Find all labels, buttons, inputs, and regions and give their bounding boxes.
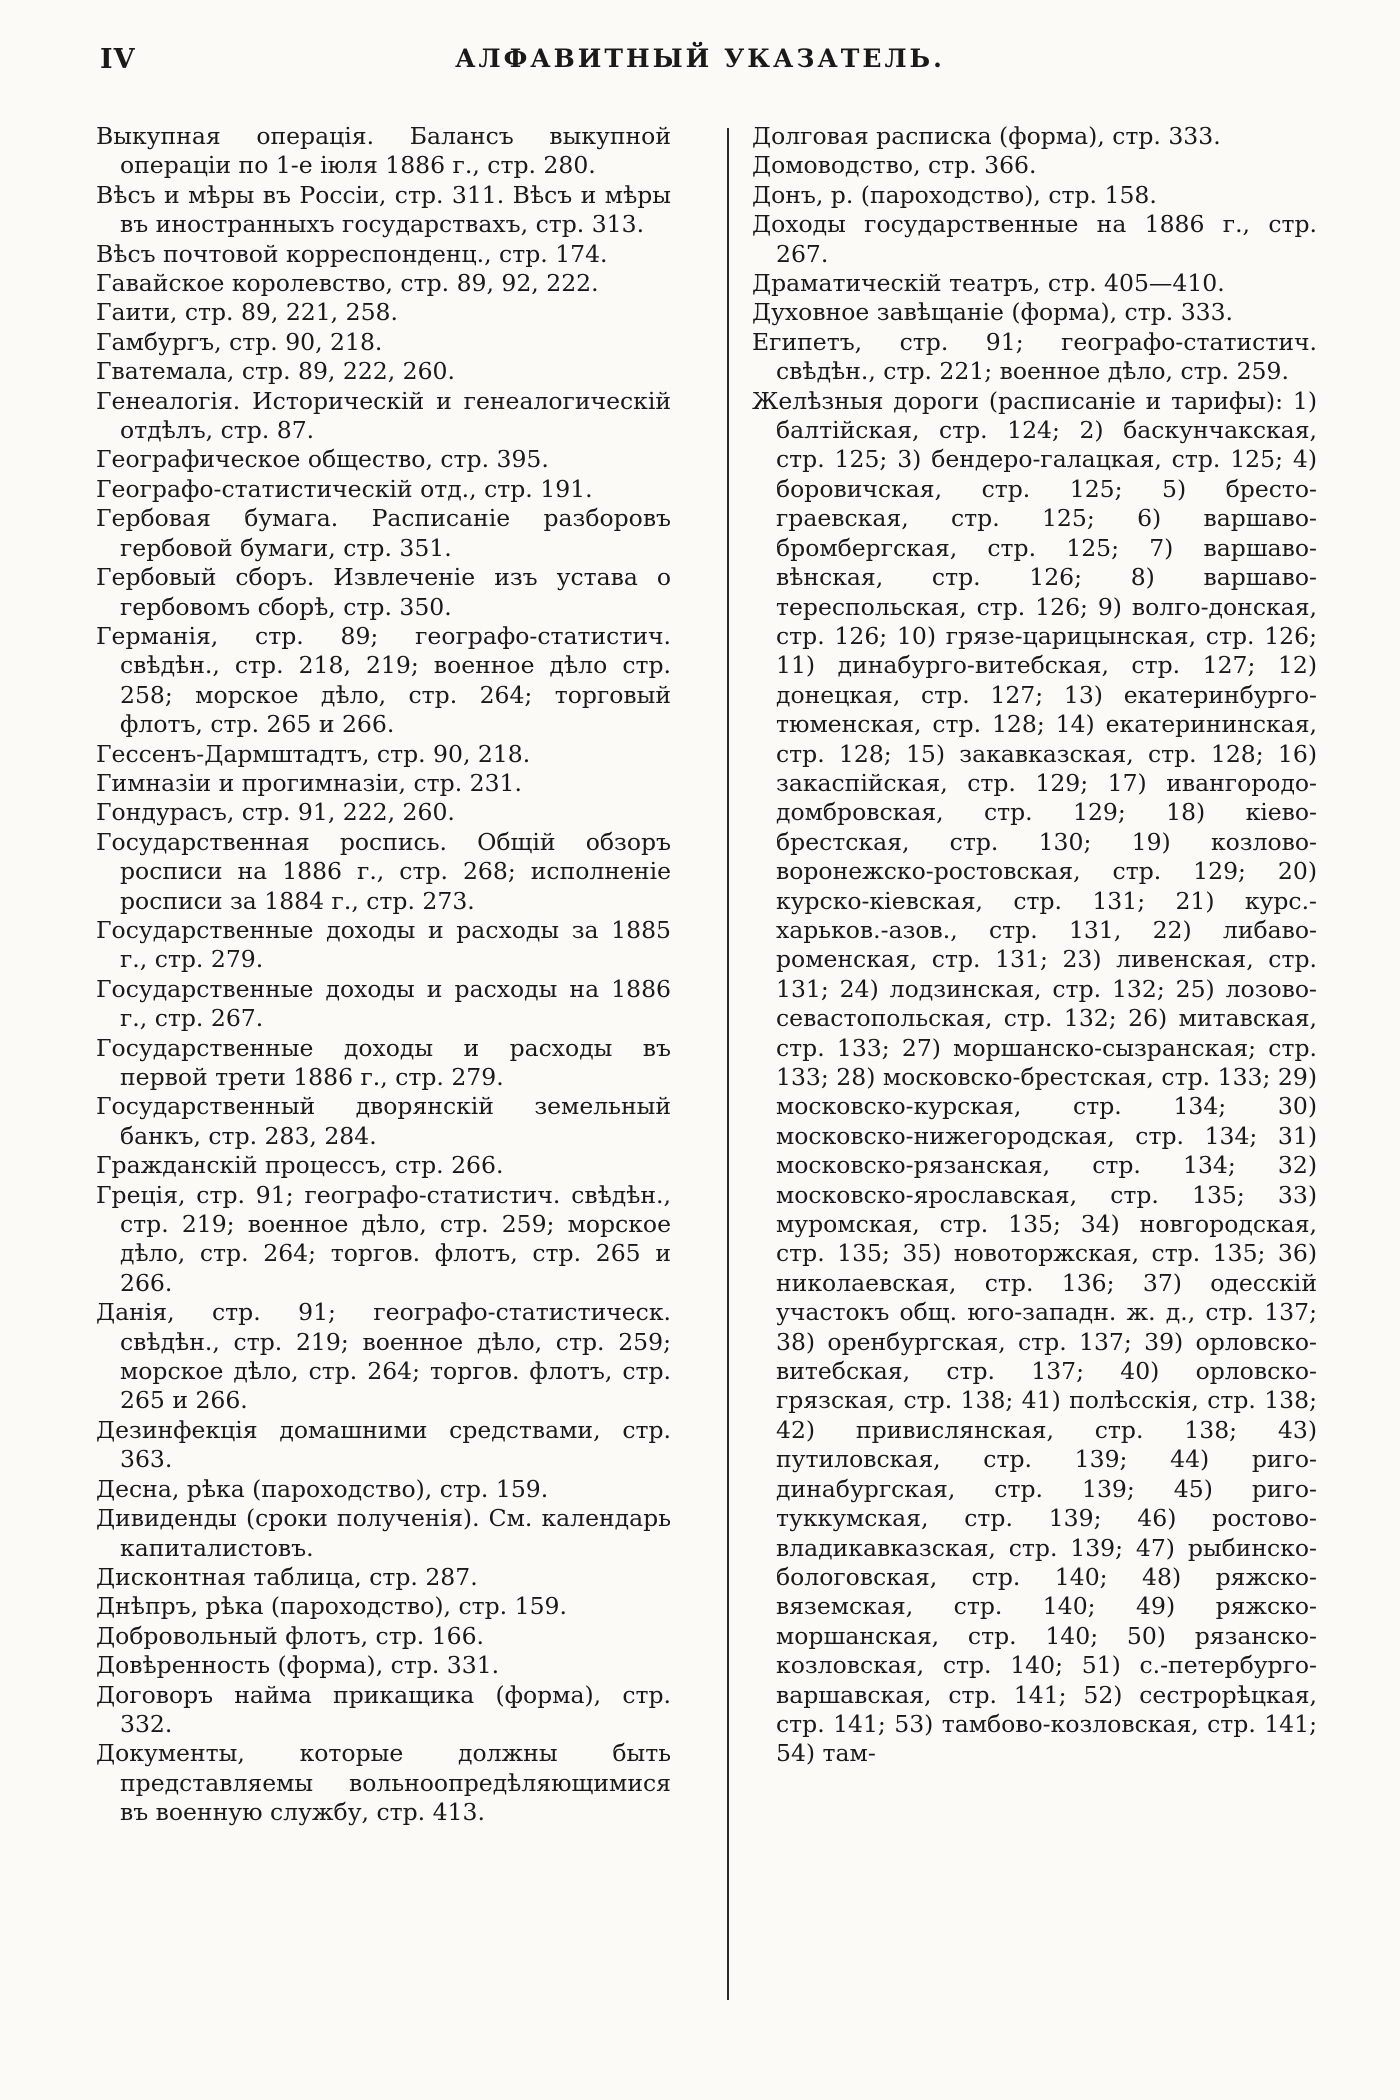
index-entry: Гимназіи и прогимназіи, стр. 231. [96, 768, 522, 797]
index-entry: Германія, стр. 89; географо-статистич. свѣдѣн., стр. 218, 219; военное дѣло стр. 258; морское дѣло, стр. 264; торговый флотъ, стр. 265 и 266. [96, 621, 671, 739]
index-entry: Доходы государственные на 1886 г., стр. 267. [752, 210, 1317, 268]
index-entry: Гватемала, стр. 89, 222, 260. [96, 357, 455, 386]
index-entry: Донъ, р. (пароходство), стр. 158. [752, 180, 1157, 209]
index-entry: Географическое общество, стр. 395. [96, 445, 549, 474]
index-entry: Гондурасъ, стр. 91, 222, 260. [96, 798, 455, 827]
index-entry: Вѣсъ и мѣры въ Россіи, стр. 311. Вѣсъ и мѣры въ иностранныхъ государствахъ, стр. 313. [96, 180, 671, 239]
index-entry: Дивиденды (сроки полученія). См. календарь капиталистовъ. [96, 1504, 671, 1562]
page-header [0, 44, 1400, 84]
index-entry: Выкупная операція. Балансъ выкупной операціи по 1-е іюля 1886 г., стр. 280. [96, 122, 671, 180]
index-entry: Государственный дворянскій земельный банкъ, стр. 283, 284. [96, 1092, 671, 1150]
index-entry: Данія, стр. 91; географо-статистическ. свѣдѣн., стр. 219; военное дѣло, стр. 259; морское дѣло, стр. 264; торгов. флотъ, стр. 265 и 266. [96, 1298, 671, 1415]
index-entry: Гавайское королевство, стр. 89, 92, 222. [96, 269, 599, 298]
index-entry: Довѣренность (форма), стр. 331. [96, 1651, 500, 1680]
column-divider [727, 128, 729, 2000]
index-entry: Государственные доходы и расходы въ первой трети 1886 г., стр. 279. [96, 1033, 671, 1091]
index-entry: Географо-статистическій отд., стр. 191. [96, 474, 593, 503]
index-entry: Генеалогія. Историческій и генеалогическій отдѣлъ, стр. 87. [96, 386, 671, 445]
index-entry: Духовное завѣщаніе (форма), стр. 333. [752, 298, 1234, 327]
page-number: IV [100, 44, 136, 75]
index-entry: Дисконтная таблица, стр. 287. [96, 1562, 478, 1591]
index-entry: Вѣсъ почтовой корреспонденц., стр. 174. [96, 239, 608, 268]
index-entry: Договоръ найма прикащика (форма), стр. 332. [96, 1680, 671, 1738]
index-entry: Днѣпръ, рѣка (пароходство), стр. 159. [96, 1592, 567, 1621]
index-column-left [96, 122, 671, 1828]
index-entry: Гаити, стр. 89, 221, 258. [96, 298, 398, 327]
index-entry: Добровольный флотъ, стр. 166. [96, 1621, 485, 1650]
index-entry: Документы, которые должны быть представляемы вольноопредѣляющимися въ военную службу, стр. 413. [96, 1739, 671, 1827]
index-entry: Десна, рѣка (пароходство), стр. 159. [96, 1474, 549, 1503]
index-entry: Египетъ, стр. 91; географо-статистич. свѣдѣн., стр. 221; военное дѣло, стр. 259. [752, 327, 1317, 386]
index-entry: Гражданскій процессъ, стр. 266. [96, 1151, 504, 1180]
index-entry: Гербовый сборъ. Извлеченіе изъ устава о гербовомъ сборѣ, стр. 350. [96, 563, 671, 621]
index-entry: Гессенъ-Дармштадтъ, стр. 90, 218. [96, 739, 531, 768]
page-title: АЛФАВИТНЫЙ УКАЗАТЕЛЬ. [455, 44, 945, 73]
index-entry: Долговая расписка (форма), стр. 333. [752, 122, 1221, 150]
index-entry: Дезинфекція домашними средствами, стр. 363. [96, 1415, 671, 1474]
index-entry: Государственная роспись. Общій обзоръ росписи на 1886 г., стр. 268; исполненіе росписи за 1884 г., стр. 273. [96, 827, 671, 915]
index-entry: Гамбургъ, стр. 90, 218. [96, 327, 383, 356]
index-entry: Государственные доходы и расходы за 1885 г., стр. 279. [96, 915, 671, 974]
index-entry: Греція, стр. 91; географо-статистич. свѣдѣн., стр. 219; военное дѣло, стр. 259; морское дѣло, стр. 264; торгов. флотъ, стр. 265 и 266. [96, 1180, 671, 1297]
index-entry: Драматическій театръ, стр. 405—410. [752, 269, 1225, 298]
index-entry: Государственные доходы и расходы на 1886 г., стр. 267. [96, 974, 671, 1033]
index-entry: Гербовая бумага. Расписаніе разборовъ гербовой бумаги, стр. 351. [96, 504, 671, 562]
index-column-right [752, 122, 1317, 1769]
index-entry: Желѣзныя дороги (расписаніе и тарифы): 1) балтійская, стр. 124; 2) баскунчакская, стр. 125; 3) бендеро-галацкая, стр. 125; 4) боровичская, стр. 125; 5) бресто-граевская, стр. 125; 6) варшаво-бромбергская, стр. 125; 7) варшаво-вѣнская, стр. 126; 8) варшаво-тереспольская, стр. 126; 9) волго-донская, стр. 126; 10) грязе-царицынская, стр. 126; 11) динабурго-витебская, стр. 127; 12) донецкая, стр. 127; 13) екатеринбурго-тюменская, стр. 128; 14) екатерининская, стр. 128; 15) закавказская, стр. 128; 16) закаспійская, стр. 129; 17) ивангородо-домбровская, стр. 129; 18) кіево-брестская, стр. 130; 19) козлово-воронежско-ростовская, стр. 129; 20) курско-кіевская, стр. 131; 21) курс.-харьков.-азов., стр. 131, 22) либаво-роменская, стр. 131; 23) ливенская, стр. 131; 24) лодзинская, стр. 132; 25) лозово-севастопольская, стр. 132; 26) митавская, стр. 133; 27) моршанско-сызранская; стр. 133; 28) московско-брестская, стр. 133; 29) московско-курская, стр. 134; 30) московско-нижегородская, стр. 134; 31) московско-рязанская, стр. 134; 32) московско-ярославская, стр. 135; 33) муромская, стр. 135; 34) новгородская, стр. 135; 35) новоторжская, стр. 135; 36) николаевская, стр. 136; 37) одесскій участокъ общ. юго-западн. ж. д., стр. 137; 38) оренбургская, стр. 137; 39) орловско-витебская, стр. 137; 40) орловско-грязская, стр. 138; 41) полѣсскія, стр. 138; 42) привислянская, стр. 138; 43) путиловская, стр. 139; 44) риго-динабургская, стр. 139; 45) риго-туккумская, стр. 139; 46) ростово-владикавказская, стр. 139; 47) рыбинско-бологовская, стр. 140; 48) ряжско-вяземская, стр. 140; 49) ряжско-моршанская, стр. 140; 50) рязанско-козловская, стр. 140; 51) с.-петербурго-варшавская, стр. 141; 52) сестрорѣцкая, стр. 141; 53) тамбово-козловская, стр. 141; 54) там- [752, 386, 1317, 1768]
index-entry: Домоводство, стр. 366. [752, 151, 1037, 180]
